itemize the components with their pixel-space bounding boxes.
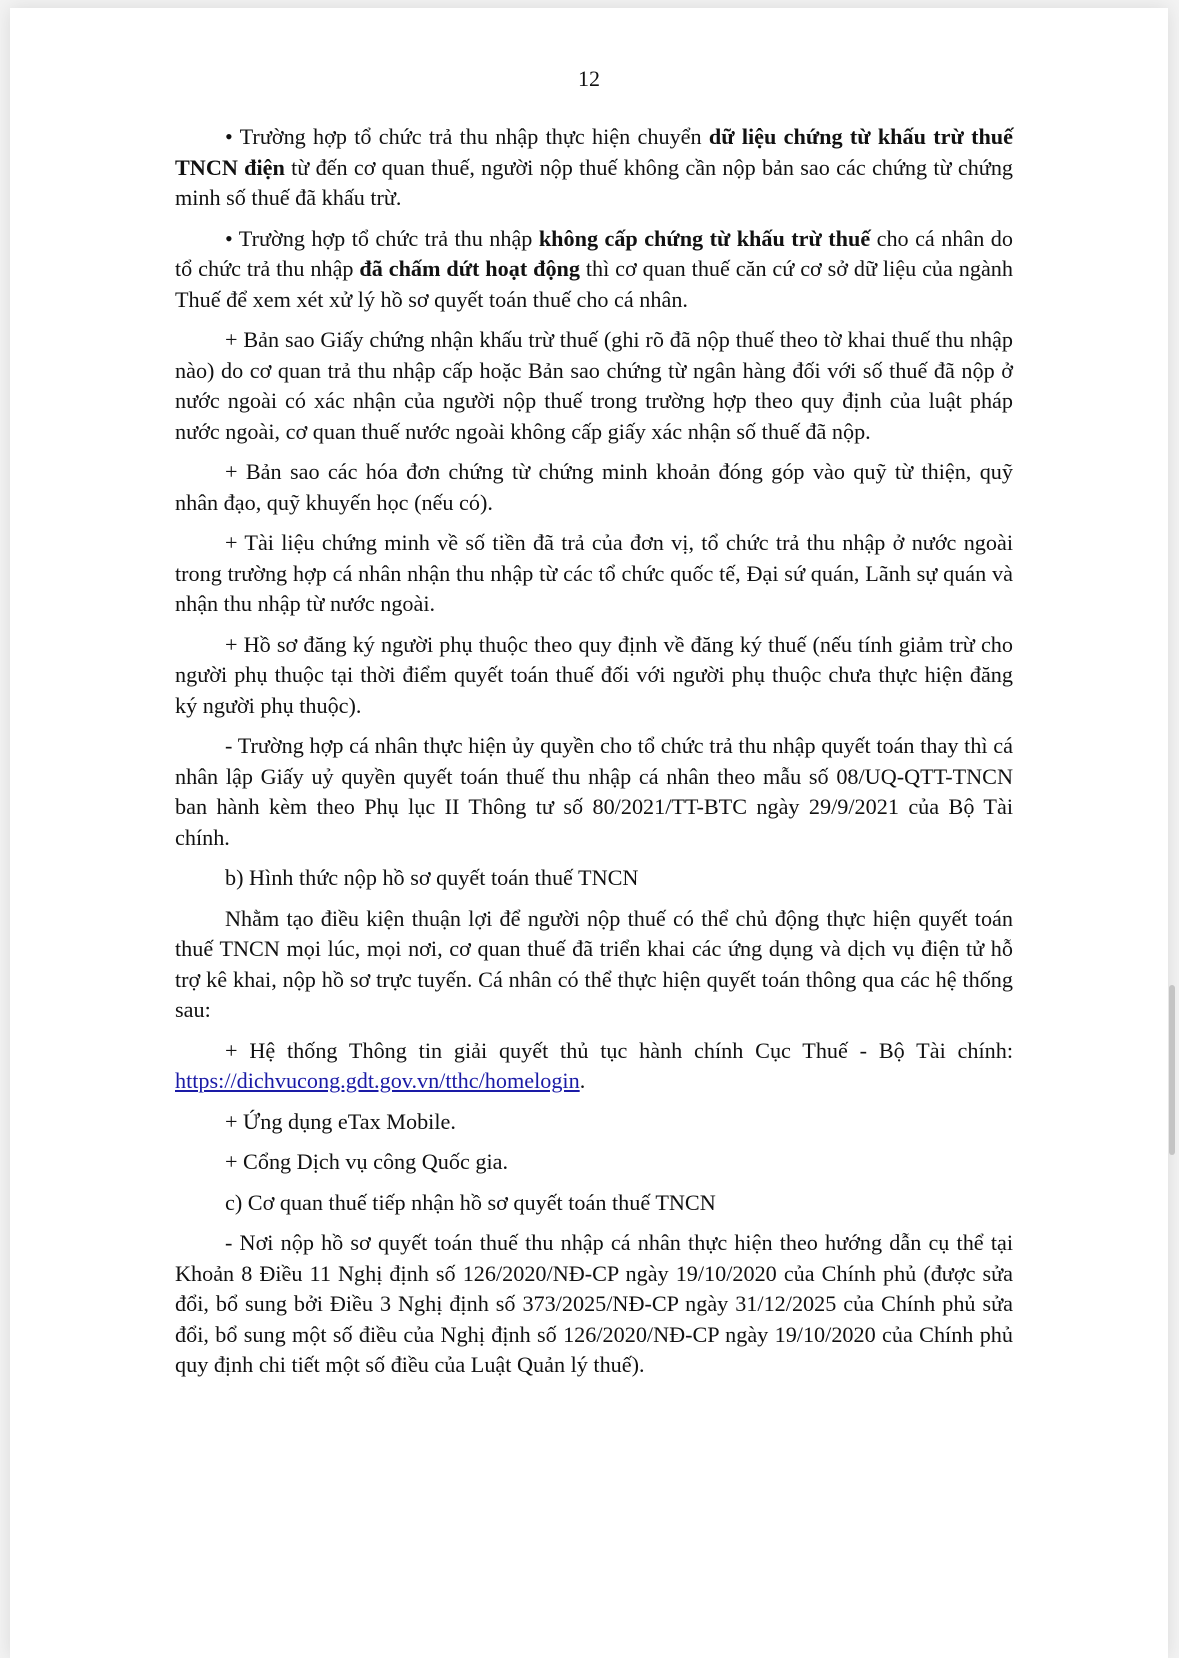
text-run: cho cá nhân do tổ chức trả thu nhập	[175, 225, 1013, 281]
bold-text: dữ liệu chứng từ khấu trừ thuế TNCN điện	[175, 124, 1013, 180]
paragraph-online-submission: Nhằm tạo điều kiện thuận lợi để người nộp thuế có thể chủ động thực hiện quyết toán thuế TNCN mọi lúc, mọi nơi, cơ quan thuế đã triển khai các ứng dụng và dịch vụ điện tử hỗ trợ kê khai, nộp hồ sơ trực tuyến. Cá nhân có thể thực hiện quyết toán thông qua các hệ thống sau:	[175, 905, 1013, 1022]
paragraph-no-certificate	[175, 224, 1013, 316]
paragraph-electronic-withholding	[175, 122, 1013, 214]
bold-text: đã chấm dứt hoạt động	[359, 256, 580, 281]
section-heading-b: b) Hình thức nộp hồ sơ quyết toán thuế TNCN	[225, 865, 639, 890]
text-run: .	[579, 1068, 586, 1093]
paragraph-withholding-certificate-copy: + Bản sao Giấy chứng nhận khấu trừ thuế (ghi rõ đã nộp thuế theo tờ khai thuế thu nhập nào) do cơ quan trả thu nhập cấp hoặc Bản sao chứng từ ngân hàng đối với số thuế đã nộp ở nước ngoài có xác nhận của người nộp thuế trong trường hợp theo quy định của luật pháp nước ngoài, cơ quan thuế nước ngoài không cấp giấy xác nhận số thuế đã nộp.	[175, 327, 1013, 444]
bold-text: không cấp chứng từ khấu trừ thuế	[538, 225, 871, 251]
homelogin-link[interactable]: https://dichvucong.gdt.gov.vn/tthc/homelogin	[175, 1068, 580, 1093]
scrollbar-thumb[interactable]	[1169, 985, 1175, 1155]
paragraph-portal-link	[175, 1036, 1013, 1097]
text-run: • Trường hợp tổ chức trả thu nhập	[225, 225, 539, 251]
section-heading-c: c) Cơ quan thuế tiếp nhận hồ sơ quyết toán thuế TNCN	[225, 1189, 716, 1215]
paragraph-submission-place: - Nơi nộp hồ sơ quyết toán thuế thu nhập cá nhân thực hiện theo hướng dẫn cụ thể tại Khoản 8 Điều 11 Nghị định số 126/2020/NĐ-CP ngày 19/10/2020 của Chính phủ (được sửa đổi, bổ sung bởi Điều 3 Nghị định số 373/2025/NĐ-CP ngày 31/12/2025 của Chính phủ sửa đổi, bổ sung một số điều của Nghị định số 126/2020/NĐ-CP ngày 19/10/2020 của Chính phủ quy định chi tiết một số điều của Luật Quản lý thuế).	[175, 1230, 1013, 1377]
paragraph-charity-invoices: + Bản sao các hóa đơn chứng từ chứng minh khoản đóng góp vào quỹ từ thiện, quỹ nhân đạo, quỹ khuyến học (nếu có).	[175, 459, 1013, 515]
document-page	[10, 8, 1168, 1658]
text-run: + Hệ thống Thông tin giải quyết thủ tục hành chính Cục Thuế - Bộ Tài chính:	[225, 1037, 1013, 1063]
document-body	[175, 122, 1013, 1391]
paragraph-dependent-registration: + Hồ sơ đăng ký người phụ thuộc theo quy định về đăng ký thuế (nếu tính giảm trừ cho người phụ thuộc tại thời điểm quyết toán thuế đối với người phụ thuộc chưa thực hiện đăng ký người phụ thuộc).	[175, 631, 1013, 718]
paragraph-national-portal: + Cổng Dịch vụ công Quốc gia.	[225, 1149, 509, 1174]
page-number: 12	[578, 66, 600, 91]
paragraph-authorization: - Trường hợp cá nhân thực hiện ủy quyền cho tổ chức trả thu nhập quyết toán thay thì cá nhân lập Giấy uỷ quyền quyết toán thuế thu nhập cá nhân theo mẫu số 08/UQ-QTT-TNCN ban hành kèm theo Phụ lục II Thông tư số 80/2021/TT-BTC ngày 29/9/2021 của Bộ Tài chính.	[175, 733, 1013, 850]
text-run: từ đến cơ quan thuế, người nộp thuế không cần nộp bản sao các chứng từ chứng minh số thuế đã khấu trừ.	[175, 154, 1014, 210]
text-run: thì cơ quan thuế căn cứ cơ sở dữ liệu của ngành Thuế để xem xét xử lý hồ sơ quyết toán thuế cho cá nhân.	[175, 256, 1013, 312]
text-run: • Trường hợp tổ chức trả thu nhập thực hiện chuyển	[225, 124, 709, 149]
paragraph-etax-mobile: + Ứng dụng eTax Mobile.	[225, 1108, 456, 1134]
paragraph-foreign-payment-docs: + Tài liệu chứng minh về số tiền đã trả của đơn vị, tổ chức trả thu nhập ở nước ngoài trong trường hợp cá nhân nhận thu nhập từ các tổ chức quốc tế, Đại sứ quán, Lãnh sự quán và nhận thu nhập từ nước ngoài.	[175, 530, 1013, 616]
